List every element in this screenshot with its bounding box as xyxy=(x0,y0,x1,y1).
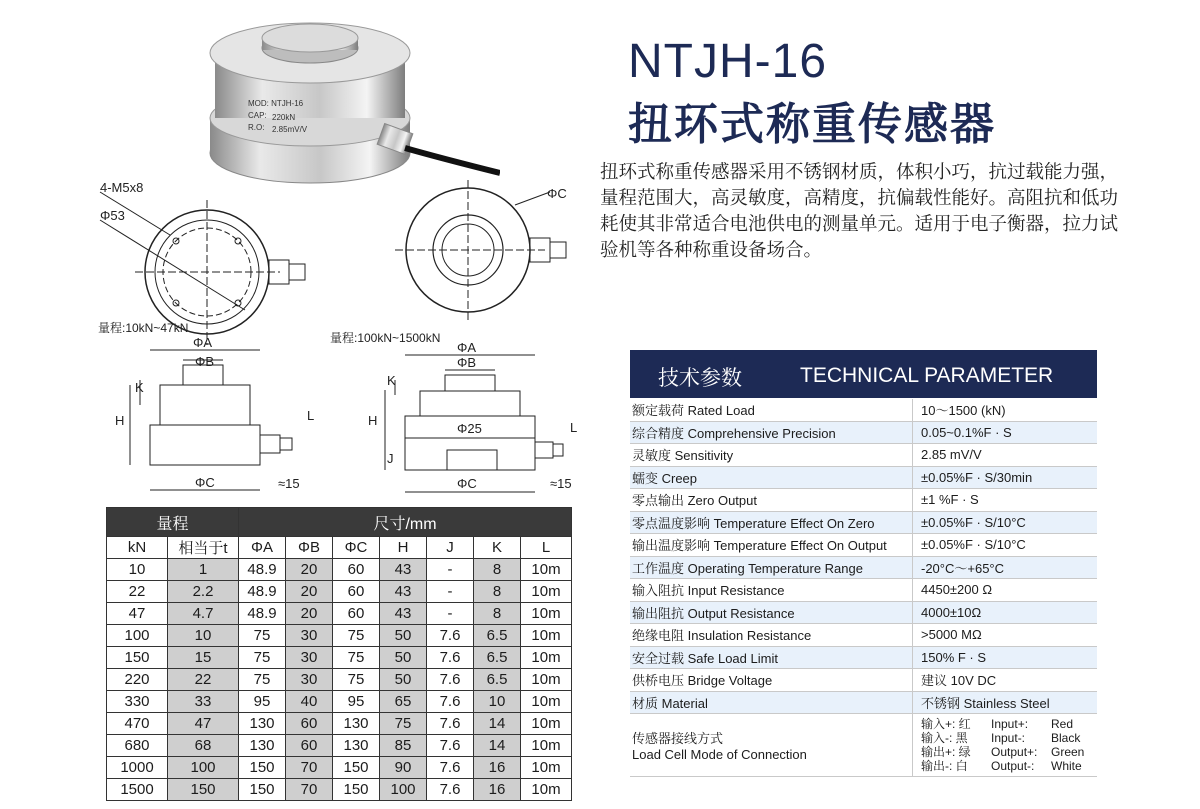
photo-cap-key: CAP: xyxy=(248,111,267,120)
wire-cell: Input+: xyxy=(991,717,1029,731)
table-cell: 150 xyxy=(107,647,168,669)
table-cell: 43 xyxy=(380,603,427,625)
column-header: ΦA xyxy=(239,537,286,559)
param-row xyxy=(630,399,1097,421)
column-header: K xyxy=(474,537,521,559)
left-L-label: L xyxy=(307,408,315,423)
table-cell: 30 xyxy=(286,625,333,647)
table-cell: 43 xyxy=(380,559,427,581)
table-cell: 470 xyxy=(107,713,168,735)
tech-header-en: TECHNICAL PARAMETER xyxy=(800,364,1054,387)
left-cable-label: ≈15 xyxy=(278,476,300,491)
table-cell: 6.5 xyxy=(474,625,521,647)
table-cell: 65 xyxy=(380,691,427,713)
table-cell: 10m xyxy=(521,779,572,801)
table-cell: 60 xyxy=(333,581,380,603)
table-cell: 60 xyxy=(286,735,333,757)
table-cell: 10m xyxy=(521,559,572,581)
left-K-label: K xyxy=(135,380,144,395)
table-cell: 150 xyxy=(239,779,286,801)
table-cell: 6.5 xyxy=(474,669,521,691)
table-cell: 75 xyxy=(333,625,380,647)
size-group-header: 尺寸/mm xyxy=(239,508,572,537)
table-cell: 30 xyxy=(286,669,333,691)
wire-cell: Output-: xyxy=(991,759,1035,773)
table-cell: 48.9 xyxy=(239,603,286,625)
column-header: ΦC xyxy=(333,537,380,559)
wire-row xyxy=(921,745,1097,759)
param-value: 建议 10V DC xyxy=(913,669,1098,692)
hole-spec-label: 4-M5x8 xyxy=(100,180,144,195)
param-value: 150% F · S xyxy=(913,646,1098,669)
table-cell: 10 xyxy=(107,559,168,581)
table-cell: 75 xyxy=(380,713,427,735)
right-phiC-label: ΦC xyxy=(457,476,477,491)
dimensions-table xyxy=(106,507,572,801)
param-value: 不锈钢 Stainless Steel xyxy=(913,691,1098,714)
param-row xyxy=(630,421,1097,444)
right-cable-label: ≈15 xyxy=(550,476,572,491)
table-cell: 8 xyxy=(474,581,521,603)
table-cell: 40 xyxy=(286,691,333,713)
table-cell: 100 xyxy=(168,757,239,779)
table-cell: 20 xyxy=(286,603,333,625)
table-row xyxy=(107,603,572,625)
table-cell: 48.9 xyxy=(239,559,286,581)
right-phiB-label: ΦB xyxy=(457,355,477,370)
table-cell: 330 xyxy=(107,691,168,713)
param-value: 0.05~0.1%F · S xyxy=(913,421,1098,444)
right-H-label: H xyxy=(368,413,378,428)
param-value: -20°C～+65°C xyxy=(913,556,1098,579)
table-cell: 680 xyxy=(107,735,168,757)
param-value: >5000 MΩ xyxy=(913,624,1098,647)
table-cell: 75 xyxy=(333,669,380,691)
photo-cap-value: 220kN xyxy=(272,113,296,122)
table-cell: 7.6 xyxy=(427,691,474,713)
param-value: 4450±200 Ω xyxy=(913,579,1098,602)
param-name: 绝缘电阻 Insulation Resistance xyxy=(630,624,913,647)
table-cell: 95 xyxy=(239,691,286,713)
table-cell: 60 xyxy=(286,713,333,735)
table-cell: 75 xyxy=(239,669,286,691)
table-cell: 100 xyxy=(107,625,168,647)
product-model: NTJH-16 xyxy=(628,35,828,88)
column-header: H xyxy=(380,537,427,559)
param-row xyxy=(630,534,1097,557)
pcd-label: Φ53 xyxy=(100,208,125,223)
wire-cell: 输入+: 红 xyxy=(921,717,971,731)
table-cell: 20 xyxy=(286,559,333,581)
param-name: 输入阻抗 Input Resistance xyxy=(630,579,913,602)
tech-param-body xyxy=(630,399,1097,777)
right-phiC-top-label: ΦC xyxy=(547,186,567,201)
table-cell: 60 xyxy=(333,559,380,581)
connection-row xyxy=(630,714,1097,777)
column-header: kN xyxy=(107,537,168,559)
wire-cell: Input-: xyxy=(991,731,1026,745)
param-row xyxy=(630,579,1097,602)
right-phiA-label: ΦA xyxy=(457,340,477,355)
param-row xyxy=(630,444,1097,467)
table-cell: 60 xyxy=(333,603,380,625)
right-J-label: J xyxy=(387,451,394,466)
table-cell: 7.6 xyxy=(427,735,474,757)
table-cell: 130 xyxy=(239,735,286,757)
table-cell: 14 xyxy=(474,713,521,735)
param-name: 安全过载 Safe Load Limit xyxy=(630,646,913,669)
param-name: 综合精度 Comprehensive Precision xyxy=(630,421,913,444)
table-cell: 20 xyxy=(286,581,333,603)
table-cell: 1000 xyxy=(107,757,168,779)
table-row xyxy=(107,647,572,669)
technical-drawings xyxy=(95,180,595,500)
table-cell: 50 xyxy=(380,669,427,691)
table-cell: 75 xyxy=(333,647,380,669)
table-cell: 85 xyxy=(380,735,427,757)
wire-cell: Output+: xyxy=(991,745,1038,759)
table-cell: 33 xyxy=(168,691,239,713)
param-name: 蠕变 Creep xyxy=(630,466,913,489)
table-cell: 22 xyxy=(168,669,239,691)
param-row xyxy=(630,624,1097,647)
table-cell: 130 xyxy=(239,713,286,735)
table-cell: - xyxy=(427,559,474,581)
table-cell: 7.6 xyxy=(427,713,474,735)
wire-cell: Green xyxy=(1051,745,1085,759)
table-cell: 50 xyxy=(380,647,427,669)
table-cell: 22 xyxy=(107,581,168,603)
photo-ro-value: 2.85mV/V xyxy=(272,125,308,134)
table-cell: 4.7 xyxy=(168,603,239,625)
wire-row xyxy=(921,717,1097,731)
range-group-header: 量程 xyxy=(107,508,239,537)
table-row xyxy=(107,713,572,735)
left-phiA-label: ΦA xyxy=(193,335,213,350)
left-range-label: 量程:10kN~47kN xyxy=(98,321,189,335)
table-cell: 150 xyxy=(168,779,239,801)
table-cell: - xyxy=(427,581,474,603)
column-header: 相当于t xyxy=(168,537,239,559)
table-row xyxy=(107,735,572,757)
param-row xyxy=(630,466,1097,489)
tech-param-table xyxy=(630,399,1097,777)
table-cell: 10m xyxy=(521,735,572,757)
table-cell: 75 xyxy=(239,647,286,669)
left-phiC-label: ΦC xyxy=(195,475,215,490)
right-range-label: 量程:100kN~1500kN xyxy=(330,331,441,345)
table-cell: 70 xyxy=(286,779,333,801)
tech-header-cn: 技术参数 xyxy=(658,366,742,390)
table-row xyxy=(107,581,572,603)
table-cell: 8 xyxy=(474,559,521,581)
table-cell: 16 xyxy=(474,757,521,779)
right-phi25-label: Φ25 xyxy=(457,421,482,436)
table-cell: 10m xyxy=(521,647,572,669)
product-photo xyxy=(200,8,500,188)
table-cell: 10m xyxy=(521,691,572,713)
table-cell: 75 xyxy=(239,625,286,647)
wire-row xyxy=(921,731,1097,745)
table-cell: 43 xyxy=(380,581,427,603)
param-row xyxy=(630,489,1097,512)
table-cell: 7.6 xyxy=(427,779,474,801)
table-row xyxy=(107,757,572,779)
photo-ro-key: R.O: xyxy=(248,123,265,132)
column-header: J xyxy=(427,537,474,559)
table-cell: 68 xyxy=(168,735,239,757)
column-header: L xyxy=(521,537,572,559)
table-cell: 6.5 xyxy=(474,647,521,669)
param-name: 零点温度影响 Temperature Effect On Zero xyxy=(630,511,913,534)
param-value: 2.85 mV/V xyxy=(913,444,1098,467)
table-cell: 7.6 xyxy=(427,625,474,647)
param-value: ±0.05%F · S/10°C xyxy=(913,511,1098,534)
table-cell: - xyxy=(427,603,474,625)
table-cell: 10m xyxy=(521,581,572,603)
param-name: 材质 Material xyxy=(630,691,913,714)
param-value: 4000±10Ω xyxy=(913,601,1098,624)
wire-cell: 输出+: 绿 xyxy=(921,745,971,759)
table-cell: 10m xyxy=(521,625,572,647)
param-row xyxy=(630,601,1097,624)
table-cell: 1500 xyxy=(107,779,168,801)
table-cell: 30 xyxy=(286,647,333,669)
table-cell: 10m xyxy=(521,713,572,735)
product-name: 扭环式称重传感器 xyxy=(628,99,996,150)
column-header-row xyxy=(107,537,572,559)
table-cell: 150 xyxy=(333,757,380,779)
left-H-label: H xyxy=(115,413,125,428)
wire-cell: 输入-: 黑 xyxy=(921,731,968,745)
param-row xyxy=(630,511,1097,534)
table-cell: 7.6 xyxy=(427,757,474,779)
table-cell: 10m xyxy=(521,757,572,779)
table-cell: 130 xyxy=(333,735,380,757)
table-cell: 1 xyxy=(168,559,239,581)
table-cell: 7.6 xyxy=(427,647,474,669)
table-row xyxy=(107,669,572,691)
table-cell: 2.2 xyxy=(168,581,239,603)
table-cell: 50 xyxy=(380,625,427,647)
table-row xyxy=(107,559,572,581)
table-cell: 7.6 xyxy=(427,669,474,691)
connection-label xyxy=(630,714,913,777)
table-cell: 150 xyxy=(333,779,380,801)
param-name: 供桥电压 Bridge Voltage xyxy=(630,669,913,692)
table-cell: 48.9 xyxy=(239,581,286,603)
wire-cell: 输出-: 白 xyxy=(921,759,968,773)
right-L-label: L xyxy=(570,420,578,435)
table-row xyxy=(107,691,572,713)
right-K-label: K xyxy=(387,373,396,388)
product-description: 扭环式称重传感器采用不锈钢材质，体积小巧，抗过载能力强，量程范围大，高灵敏度，高精度，抗偏载性能好。高阻抗和低功耗使其非常适合电池供电的测量单元。适用于电子衡器，拉力试验机等各种称重设备场合。 xyxy=(600,162,1119,261)
right-top-view xyxy=(395,180,566,322)
param-value: 10～1500 (kN) xyxy=(913,399,1098,421)
param-value: ±0.05%F · S/30min xyxy=(913,466,1098,489)
param-name: 灵敏度 Sensitivity xyxy=(630,444,913,467)
table-cell: 10m xyxy=(521,603,572,625)
photo-mod-label: MOD: NTJH-16 xyxy=(248,99,304,108)
table-cell: 47 xyxy=(168,713,239,735)
param-value: ±1 %F · S xyxy=(913,489,1098,512)
param-name: 零点输出 Zero Output xyxy=(630,489,913,512)
connection-label-en: Load Cell Mode of Connection xyxy=(632,747,807,762)
table-cell: 10 xyxy=(168,625,239,647)
param-name: 额定载荷 Rated Load xyxy=(630,399,913,421)
table-cell: 14 xyxy=(474,735,521,757)
table-cell: 8 xyxy=(474,603,521,625)
param-name: 输出阻抗 Output Resistance xyxy=(630,601,913,624)
param-value: ±0.05%F · S/10°C xyxy=(913,534,1098,557)
left-phiB-label: ΦB xyxy=(195,354,215,369)
wire-cell: Black xyxy=(1051,731,1081,745)
table-cell: 220 xyxy=(107,669,168,691)
connection-wires xyxy=(913,714,1098,777)
param-row xyxy=(630,556,1097,579)
table-cell: 150 xyxy=(239,757,286,779)
connection-label-cn: 传感器接线方式 xyxy=(632,731,724,746)
table-row xyxy=(107,625,572,647)
wire-cell: Red xyxy=(1051,717,1074,731)
tech-param-header xyxy=(630,350,1097,398)
column-header: ΦB xyxy=(286,537,333,559)
table-row xyxy=(107,779,572,801)
table-cell: 10m xyxy=(521,669,572,691)
dimensions-body xyxy=(107,559,572,801)
table-cell: 90 xyxy=(380,757,427,779)
table-cell: 15 xyxy=(168,647,239,669)
param-row xyxy=(630,646,1097,669)
param-row xyxy=(630,669,1097,692)
left-side-view xyxy=(130,350,292,490)
table-cell: 47 xyxy=(107,603,168,625)
table-cell: 95 xyxy=(333,691,380,713)
param-row xyxy=(630,691,1097,714)
table-cell: 10 xyxy=(474,691,521,713)
param-name: 工作温度 Operating Temperature Range xyxy=(630,556,913,579)
table-cell: 70 xyxy=(286,757,333,779)
table-cell: 130 xyxy=(333,713,380,735)
param-name: 输出温度影响 Temperature Effect On Output xyxy=(630,534,913,557)
wire-row xyxy=(921,759,1097,773)
table-cell: 16 xyxy=(474,779,521,801)
table-cell: 100 xyxy=(380,779,427,801)
wire-cell: White xyxy=(1051,759,1082,773)
